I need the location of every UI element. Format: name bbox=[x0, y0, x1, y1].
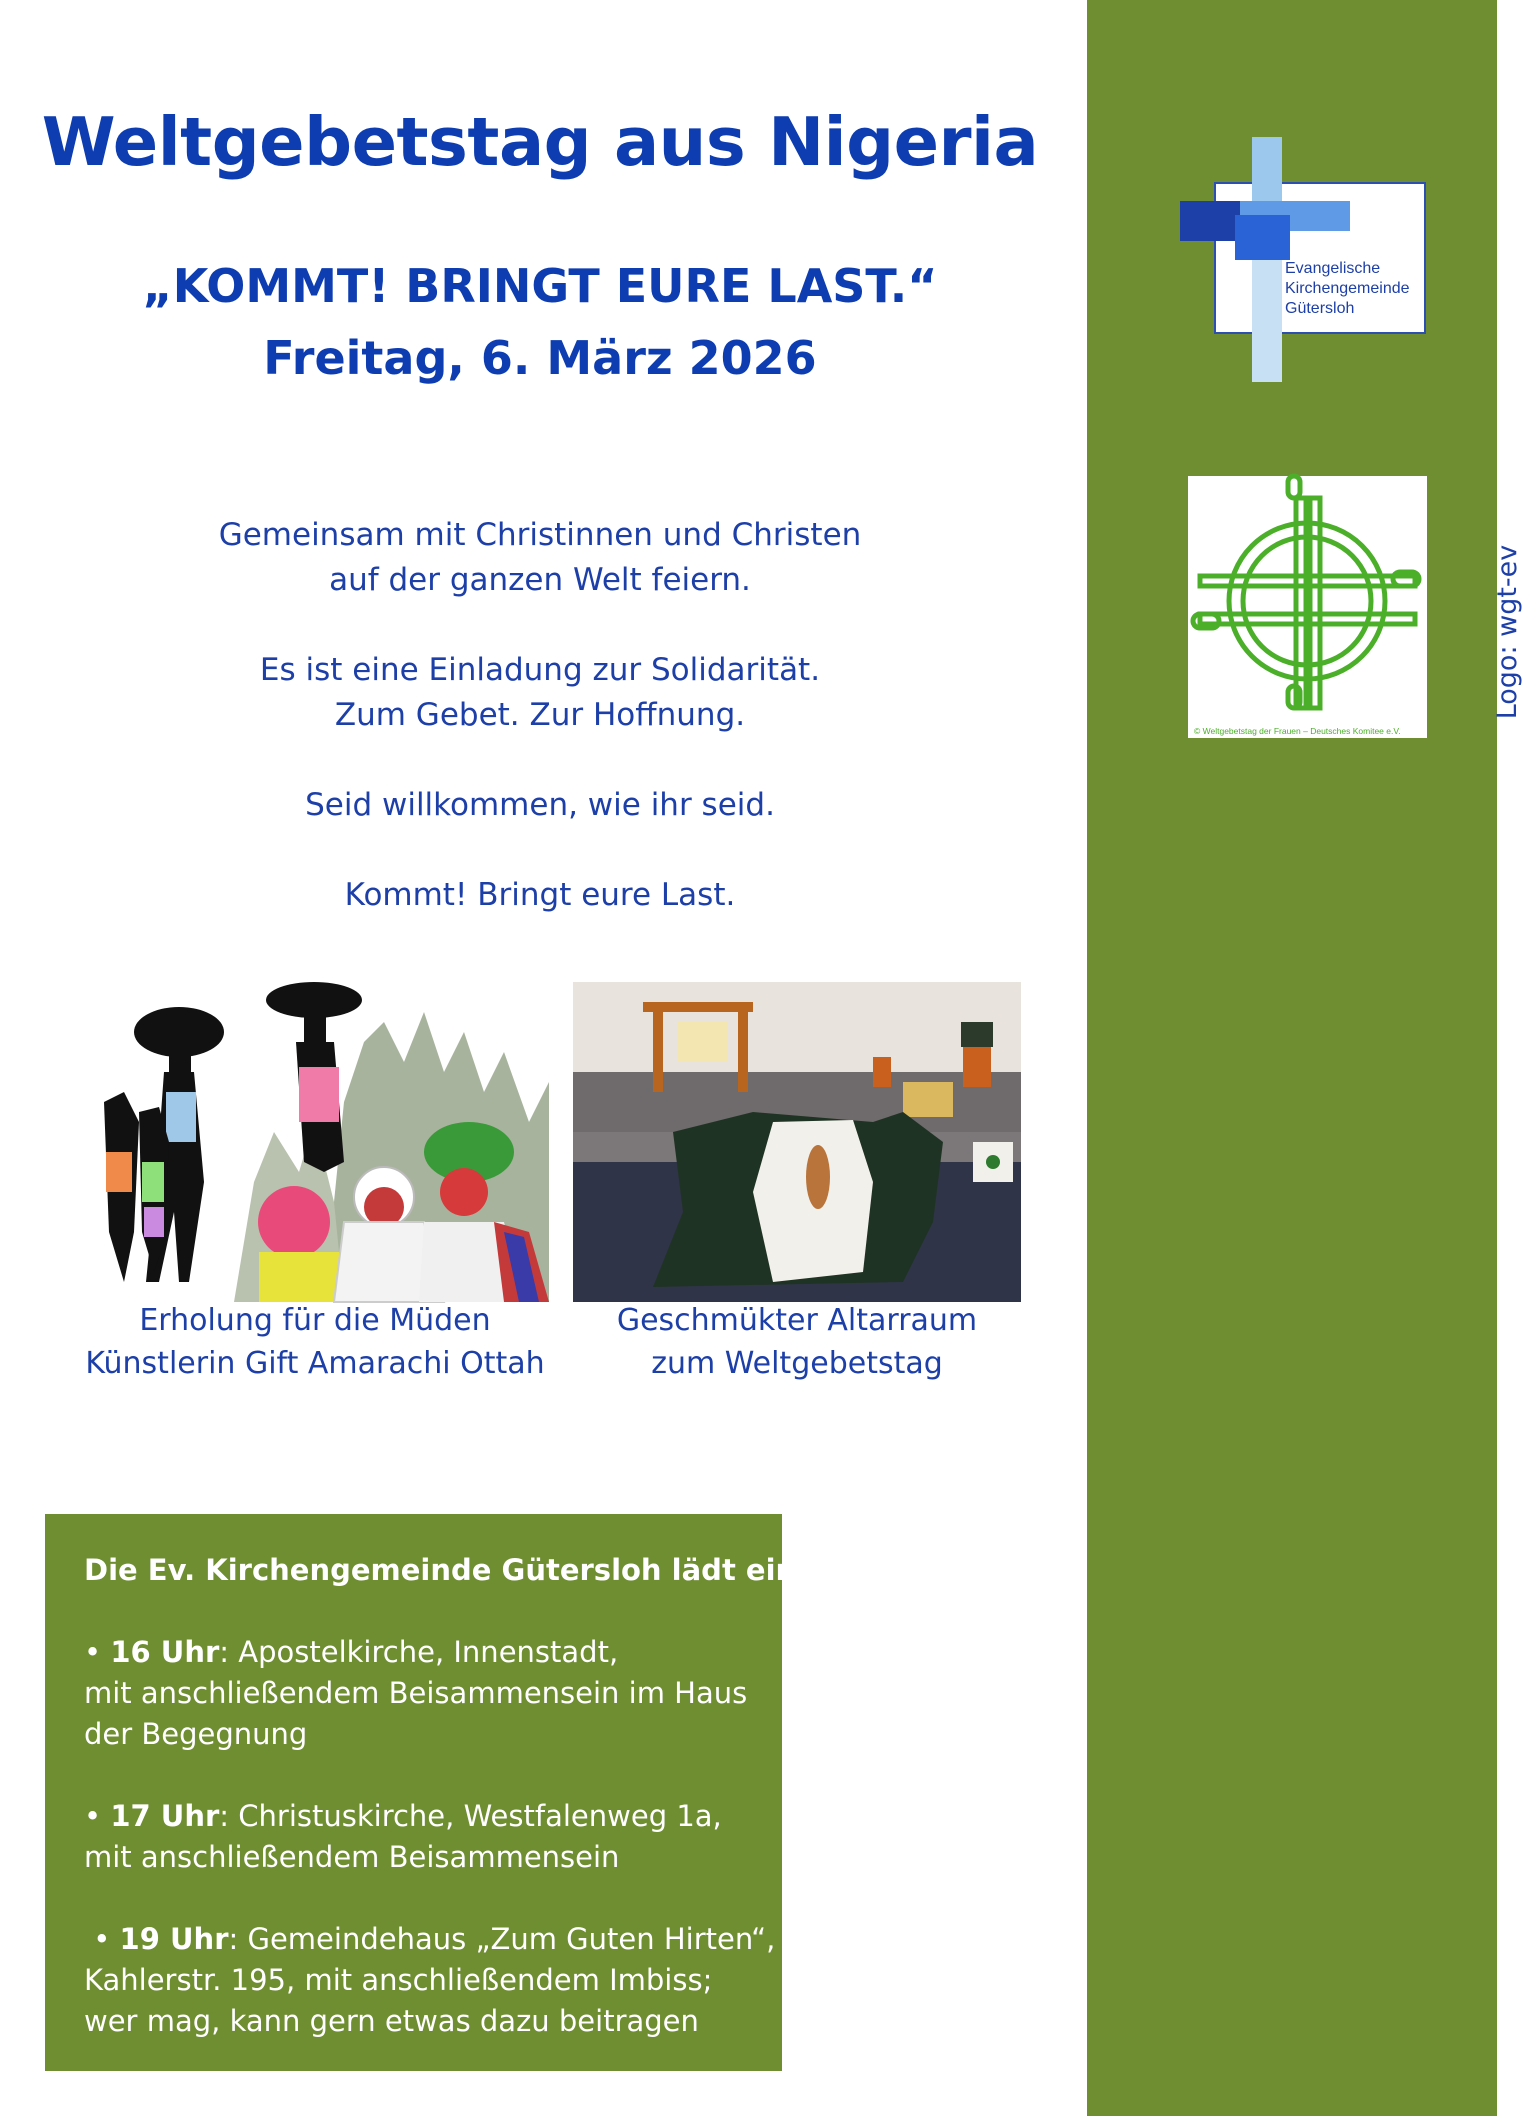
event-line: : Gemeindehaus „Zum Guten Hirten“, bbox=[228, 1922, 776, 1956]
caption-line: Erholung für die Müden bbox=[139, 1303, 491, 1338]
event-item bbox=[84, 1796, 752, 1878]
wgt-logo bbox=[1188, 476, 1427, 738]
caption-line: Geschmükter Altarraum bbox=[616, 1303, 978, 1338]
altar-photo bbox=[573, 982, 1021, 1302]
event-line: : Apostelkirche, Innenstadt, bbox=[219, 1635, 619, 1669]
intro-line: Seid willkommen, wie ihr seid. bbox=[305, 787, 775, 823]
subtitle-block bbox=[0, 250, 1080, 394]
intro-line: auf der ganzen Welt feiern. bbox=[329, 562, 751, 598]
intro-line: Zum Gebet. Zur Hoffnung. bbox=[334, 697, 746, 733]
ekg-logo bbox=[1180, 135, 1430, 385]
event-time: 16 Uhr bbox=[110, 1635, 220, 1669]
event-time: 17 Uhr bbox=[110, 1799, 220, 1833]
event-line: Kahlerstr. 195, mit anschließendem Imbiss; bbox=[84, 1963, 713, 1997]
intro-paragraph bbox=[0, 648, 1080, 738]
intro-line: Es ist eine Einladung zur Solidarität. bbox=[259, 652, 821, 688]
event-line: wer mag, kann gern etwas dazu beitragen bbox=[84, 2004, 699, 2038]
logo-credit: Logo: wgt-ev bbox=[1492, 544, 1523, 720]
event-date: Freitag, 6. März 2026 bbox=[263, 331, 817, 385]
intro-paragraph bbox=[0, 873, 1080, 918]
motto: „KOMMT! BRINGT EURE LAST.“ bbox=[142, 259, 938, 313]
ekg-logo-line: Evangelische bbox=[1285, 260, 1381, 277]
bullet: • bbox=[84, 1799, 111, 1833]
event-item bbox=[84, 1919, 776, 2042]
bullet: • bbox=[84, 1922, 120, 1956]
bullet: • bbox=[84, 1635, 111, 1669]
event-line: mit anschließendem Beisammensein im Haus bbox=[84, 1676, 748, 1710]
event-line: mit anschließendem Beisammensein bbox=[84, 1840, 620, 1874]
intro-paragraph bbox=[0, 513, 1080, 603]
event-item bbox=[84, 1632, 752, 1755]
artwork-caption bbox=[70, 1299, 560, 1385]
altar-caption bbox=[573, 1299, 1021, 1385]
intro-text bbox=[0, 513, 1080, 963]
event-heading: Die Ev. Kirchengemeinde Gütersloh lädt ein bbox=[84, 1553, 797, 1587]
caption-line: zum Weltgebetstag bbox=[651, 1346, 943, 1381]
intro-line: Kommt! Bringt eure Last. bbox=[344, 877, 736, 913]
ekg-logo-line: Kirchengemeinde bbox=[1285, 280, 1410, 297]
event-line: : Christuskirche, Westfalenweg 1a, bbox=[219, 1799, 722, 1833]
event-info-box bbox=[45, 1514, 797, 2071]
ekg-logo-line: Gütersloh bbox=[1285, 300, 1355, 317]
intro-line: Gemeinsam mit Christinnen und Christen bbox=[218, 517, 862, 553]
caption-line: Künstlerin Gift Amarachi Ottah bbox=[85, 1346, 545, 1381]
artwork-image bbox=[84, 982, 549, 1302]
wgt-logo-footer: © Weltgebetstag der Frauen – Deutsches Komitee e.V. bbox=[1194, 726, 1401, 736]
event-line: der Begegnung bbox=[84, 1717, 308, 1751]
intro-paragraph bbox=[0, 783, 1080, 828]
page-title: Weltgebetstag aus Nigeria bbox=[41, 103, 1039, 181]
event-time: 19 Uhr bbox=[119, 1922, 229, 1956]
